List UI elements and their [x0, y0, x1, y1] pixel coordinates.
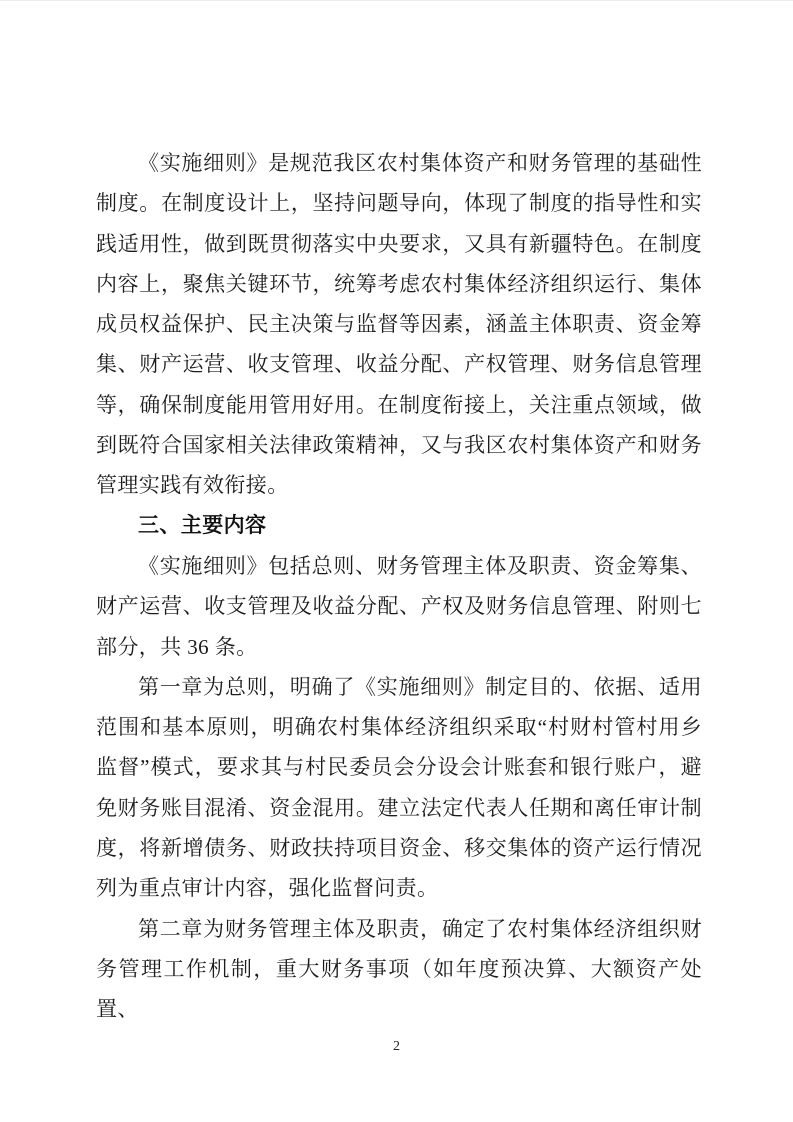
page-number: 2	[393, 1039, 400, 1054]
paragraph-chapter1: 第一章为总则，明确了《实施细则》制定目的、依据、适用范围和基本原则，明确农村集体经济组织采取“村财村管村用乡监督”模式，要求其与村民委员会分设会计账套和银行账户，避免财务账目混淆、资金混用。建立法定代表人任期和离任审计制度，将新增债务、财政扶持项目资金、移交集体的资产运行情况列为重点审计内容，强化监督问责。	[96, 674, 702, 901]
paragraph-overview: 《实施细则》包括总则、财务管理主体及职责、资金筹集、财产运营、收支管理及收益分配、产权及财务信息管理、附则七部分，共 36 条。	[96, 553, 702, 659]
section-heading: 三、主要内容	[138, 513, 267, 537]
paragraph-chapter2: 第二章为财务管理主体及职责，确定了农村集体经济组织财务管理工作机制，重大财务事项（如年度预决算、大额资产处置、	[96, 916, 702, 1022]
document-body	[96, 143, 702, 1030]
paragraph-intro: 《实施细则》是规范我区农村集体资产和财务管理的基础性制度。在制度设计上，坚持问题导向，体现了制度的指导性和实践适用性，做到既贯彻落实中央要求，又具有新疆特色。在制度内容上，聚焦关键环节，统筹考虑农村集体经济组织运行、集体成员权益保护、民主决策与监督等因素，涵盖主体职责、资金筹集、财产运营、收支管理、收益分配、产权管理、财务信息管理等，确保制度能用管用好用。在制度衔接上，关注重点领域，做到既符合国家相关法律政策精神，又与我区农村集体资产和财务管理实践有效衔接。	[96, 151, 702, 498]
